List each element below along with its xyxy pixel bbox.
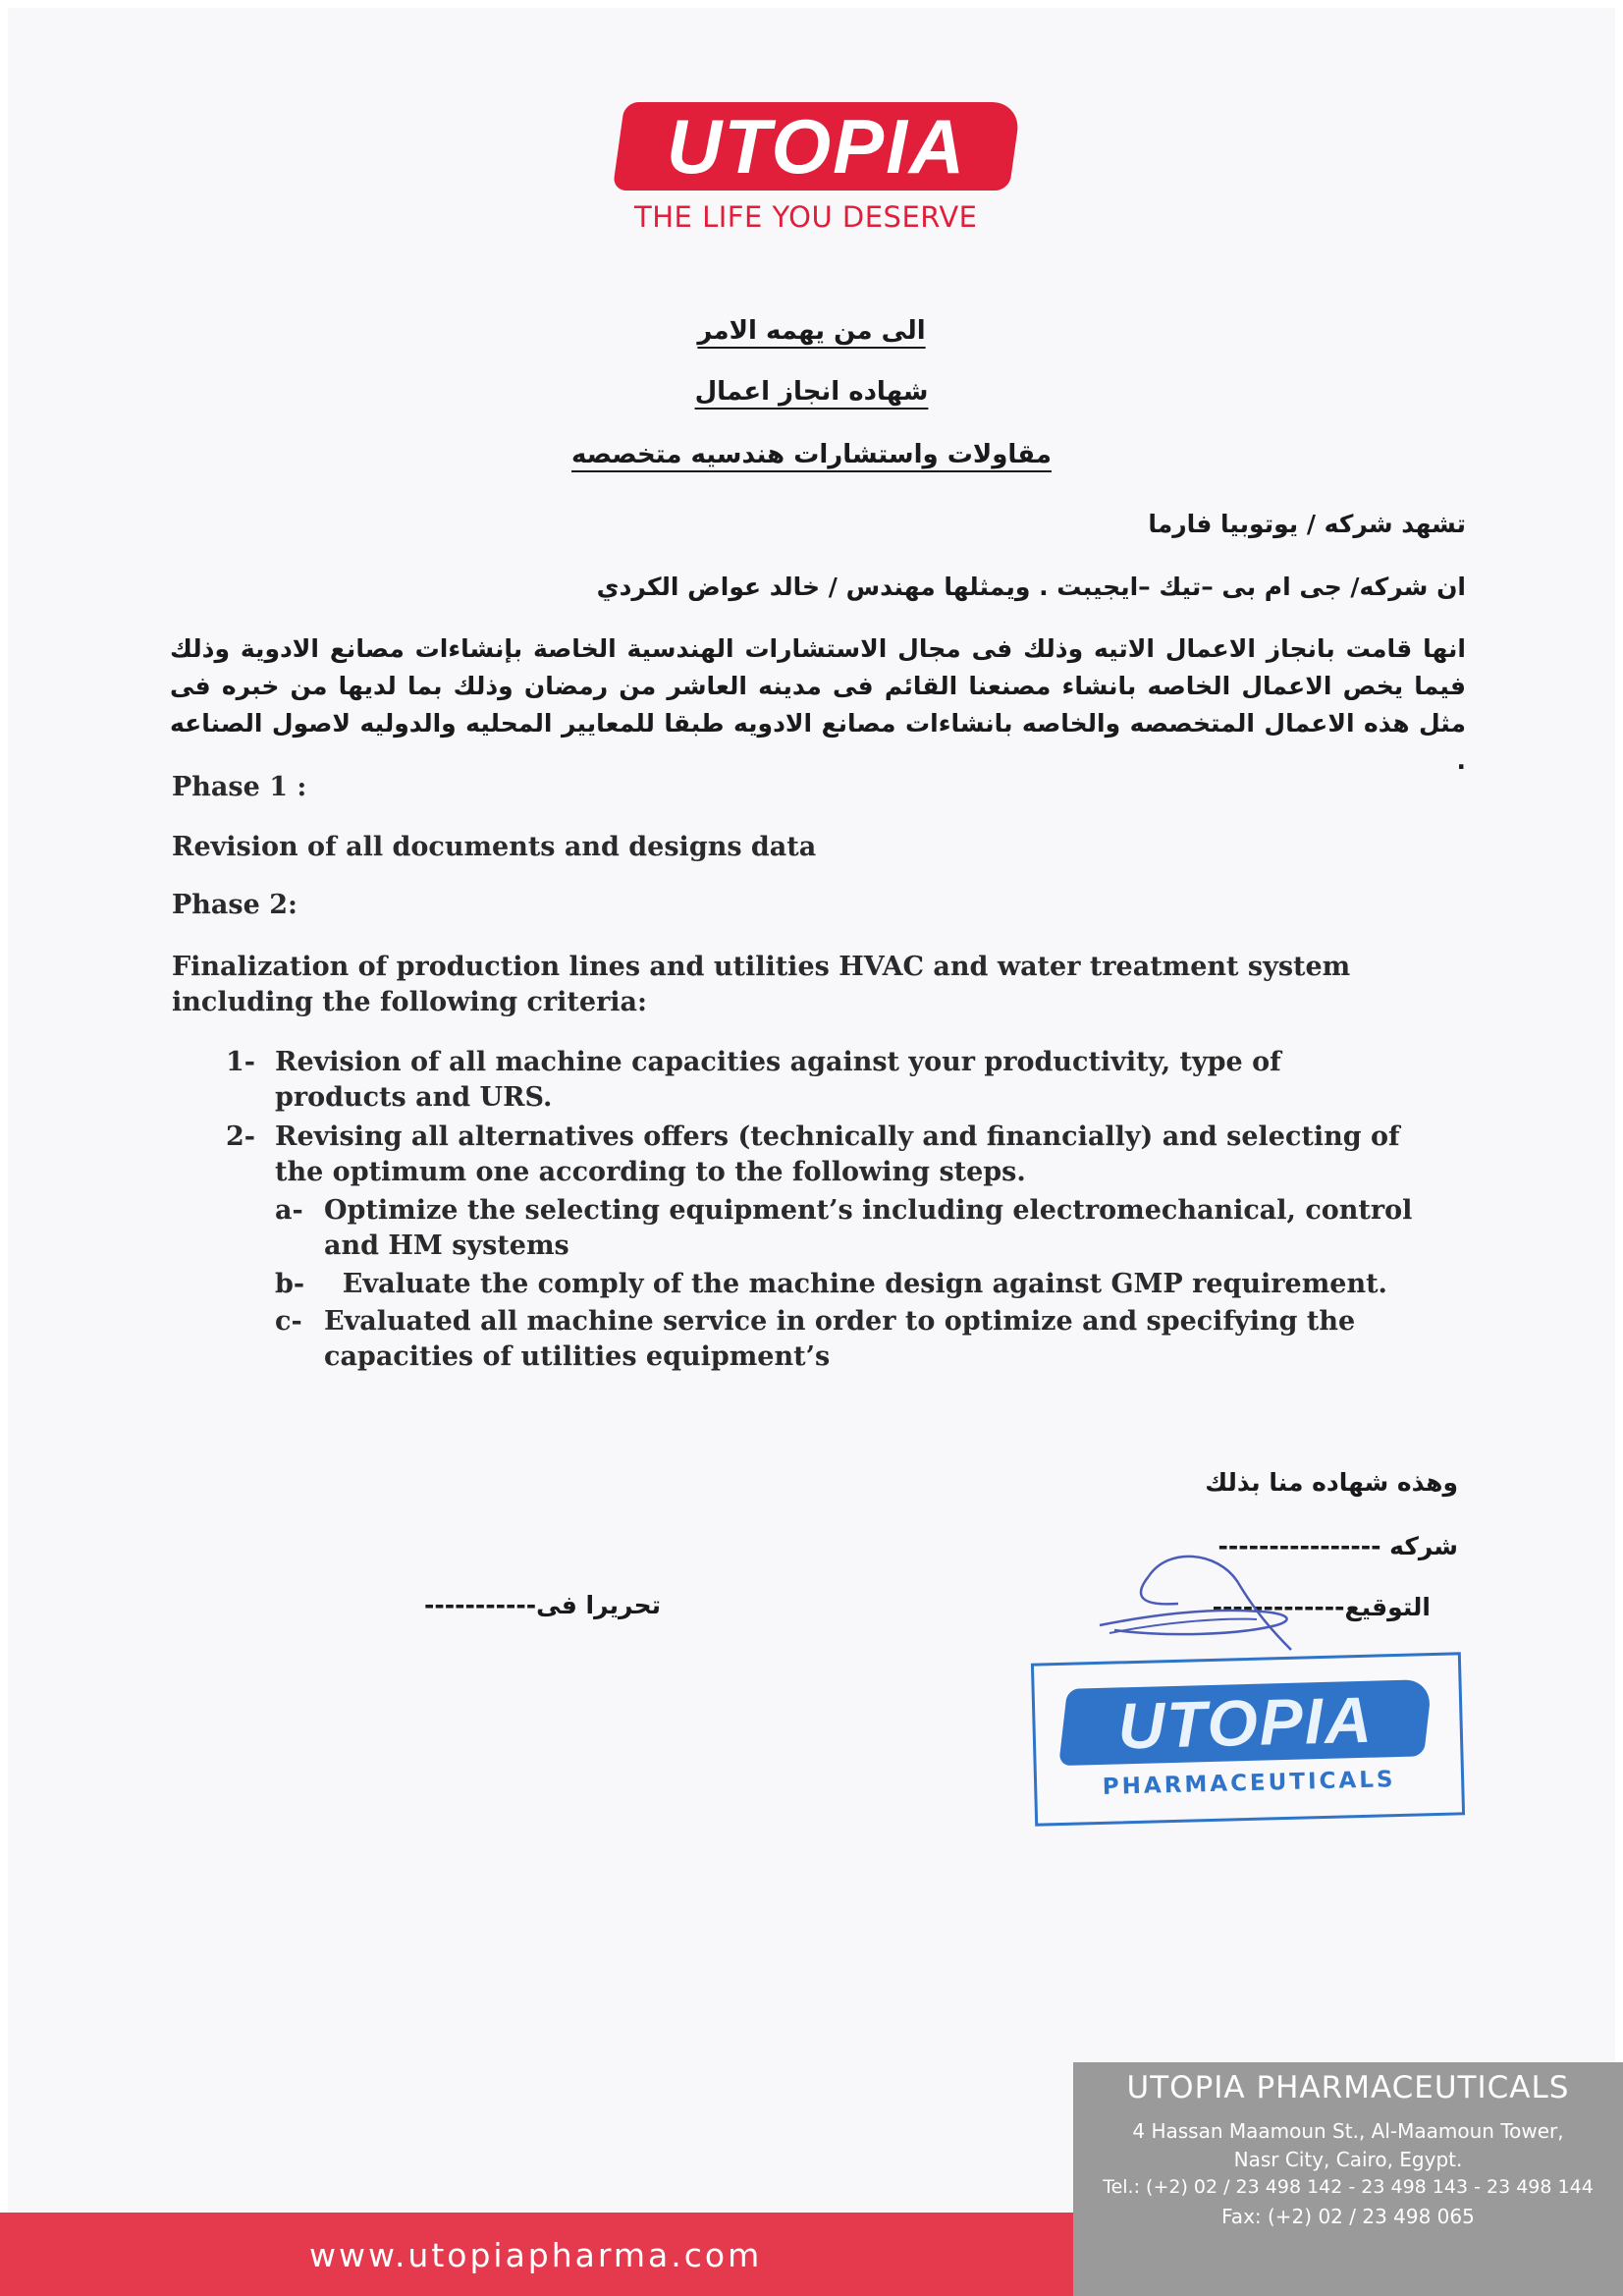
criteria-text: Revision of all machine capacities against your productivity, type of products and URS.: [275, 1047, 1281, 1113]
utopia-logo: [619, 102, 1031, 234]
footer-company-name: UTOPIA PHARMACEUTICALS: [1126, 2070, 1570, 2105]
intro-line-2: ان شركه/ جى ام بى –تيك –ايجيبت . ويمثلها مهندس / خالد عواض الكردي: [596, 573, 1466, 601]
phase-1-title: Phase 1 :: [172, 772, 307, 802]
criteria-text: Revising all alternatives offers (technically and financially) and selecting of the optimum one according to the following steps.: [275, 1121, 1400, 1187]
heading-to-whom-text: الى من يهمه الامر: [697, 316, 926, 346]
closing-written-in: تحريرا فى-----------: [424, 1591, 661, 1619]
heading-certificate-text: شهاده انجاز اعمال: [694, 377, 929, 407]
handwritten-signature: [1090, 1547, 1325, 1665]
subitem-text: Optimize the selecting equipment’s including electromechanical, control and HM systems: [324, 1195, 1413, 1261]
phase-2-text: Finalization of production lines and utilities HVAC and water treatment system including the following criteria:: [172, 952, 1351, 1017]
heading-contracting: [0, 440, 1623, 469]
stamp-subtitle: PHARMACEUTICALS: [1102, 1767, 1396, 1800]
footer-telephone: Tel.: (+2) 02 / 23 498 142 - 23 498 143 - 23 498 144: [1103, 2176, 1594, 2198]
footer-address-line-2: Nasr City, Cairo, Egypt.: [1233, 2148, 1463, 2171]
heading-contracting-text: مقاولات واستشارات هندسيه متخصصه: [571, 440, 1052, 469]
intro-line-1: تشهد شركه / يوتوبيا فارما: [1148, 510, 1466, 538]
subitem-marker: a-: [275, 1195, 303, 1226]
heading-to-whom: [0, 316, 1623, 346]
subitem-marker: c-: [275, 1306, 302, 1337]
footer-address-box: [1073, 2062, 1623, 2296]
closing-signature-line: التوقيع-------------: [1212, 1593, 1431, 1621]
subitem-marker: b-: [275, 1269, 305, 1299]
footer-fax: Fax: (+2) 02 / 23 498 065: [1221, 2205, 1475, 2228]
company-stamp: [1031, 1652, 1465, 1826]
stamp-logo-badge: [1058, 1679, 1433, 1766]
phase-1-text: Revision of all documents and designs data: [172, 832, 817, 862]
stamp-logo-text: UTOPIA: [1116, 1682, 1375, 1763]
logo-tagline: THE LIFE YOU DESERVE: [634, 200, 978, 234]
heading-certificate: [0, 377, 1623, 407]
subitem-text: Evaluate the comply of the machine design against GMP requirement.: [324, 1269, 1387, 1299]
closing-company: شركه ----------------: [1217, 1532, 1458, 1560]
intro-paragraph: انها قامت بانجاز الاعمال الاتيه وذلك فى مجال الاستشارات الهندسية الخاصة بإنشاءات مصانع الادوية وذلك فيما يخص الاعمال الخاصه بانشاء مصنعنا القائم فى مدينه العاشر من رمضان وذلك بما لديها من خبره فى مثل هذه الاعمال المتخصصه والخاصه بانشاءات مصانع الادويه طبقا للمعايير المحليه والدوليه لاصول الصناعه .: [170, 634, 1466, 775]
logo-badge: [613, 102, 1022, 191]
logo-text: UTOPIA: [667, 102, 967, 190]
phase-2-title: Phase 2:: [172, 890, 298, 920]
subitem-text: Evaluated all machine service in order to optimize and specifying the capacities of utilities equipment’s: [324, 1306, 1356, 1372]
footer-address-line-1: 4 Hassan Maamoun St., Al-Maamoun Tower,: [1132, 2119, 1564, 2143]
criteria-marker: 1-: [226, 1047, 255, 1077]
closing-certify: وهذه شهاده منا بذلك: [1205, 1468, 1458, 1497]
criteria-marker: 2-: [226, 1121, 255, 1152]
footer-website-link[interactable]: www.utopiapharma.com: [309, 2236, 763, 2274]
